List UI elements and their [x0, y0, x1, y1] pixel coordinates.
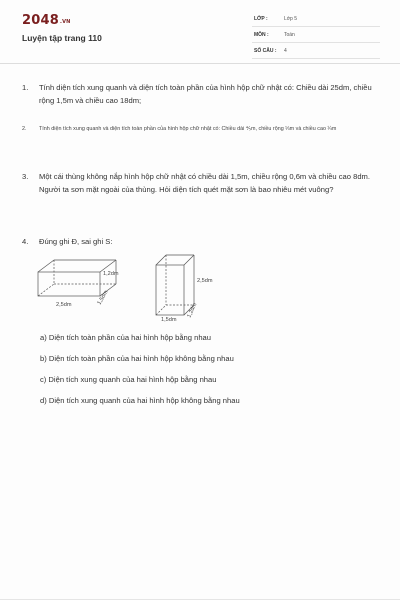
box2-length-label: 1,5dm: [161, 317, 177, 323]
box2-width-label: 1,2dm: [186, 302, 199, 319]
header-divider: [0, 63, 400, 64]
question-1: [22, 81, 382, 107]
meta-value: Toán: [284, 32, 295, 38]
answer-option-d: d) Diện tích xung quanh của hai hình hộp không bằng nhau: [40, 396, 240, 405]
question-4: [22, 235, 382, 248]
page-header: [0, 0, 400, 58]
box1-length-label: 2,5dm: [56, 302, 72, 308]
question-number: 4.: [22, 237, 29, 246]
answer-option-c: c) Diện tích xung quanh của hai hình hộp bằng nhau: [40, 375, 217, 384]
question-number: 3.: [22, 172, 29, 181]
box2-height-label: 2,5dm: [197, 278, 213, 284]
meta-row-class: [252, 14, 380, 27]
box-figures: [28, 250, 228, 330]
meta-label: SỐ CÂU :: [254, 48, 277, 54]
question-text: Tính diện tích xung quanh và diện tích toàn phần của hình hộp chữ nhật có: Chiều dài ⅘m, chiều rộng ⅓m và chiều cao ¼m: [39, 126, 337, 132]
meta-value: Lớp 5: [284, 16, 298, 22]
question-text: Đúng ghi Đ, sai ghi S:: [39, 237, 113, 246]
site-logo[interactable]: [22, 13, 71, 28]
meta-label: MÔN :: [254, 32, 269, 38]
meta-row-subject: [252, 30, 380, 43]
page-title: Luyện tập trang 110: [22, 33, 102, 43]
box-figure-2: [156, 255, 194, 315]
meta-row-count: [252, 46, 380, 59]
meta-value: 4: [284, 48, 287, 54]
meta-label: LỚP :: [254, 16, 268, 22]
question-text: Tính diện tích xung quanh và diện tích toàn phần của hình hộp chữ nhật có: Chiều dài 25dm, chiều rộng 1,5m và chiều cao 18dm;: [39, 83, 372, 105]
question-3: [22, 170, 382, 196]
question-2: [22, 125, 382, 134]
question-number: 1.: [22, 83, 29, 92]
question-text: Một cái thùng không nắp hình hộp chữ nhật có chiều dài 1,5m, chiều rộng 0,6m và chiều cao 8dm. Người ta sơn mặt ngoài của thùng. Hỏi diện tích quét mặt sơn là bao nhiêu mét vuông?: [39, 172, 370, 194]
box1-width-label: 1,5dm: [96, 289, 110, 306]
logo-text: 2048: [22, 13, 59, 28]
answer-option-b: b) Diện tích toàn phần của hai hình hộp không bằng nhau: [40, 354, 234, 363]
question-number: 2.: [22, 126, 27, 132]
answer-option-a: a) Diện tích toàn phần của hai hình hộp bằng nhau: [40, 333, 211, 342]
logo-suffix: .VN: [59, 19, 71, 25]
meta-info: [252, 14, 380, 62]
box1-height-label: 1,2dm: [103, 271, 119, 277]
